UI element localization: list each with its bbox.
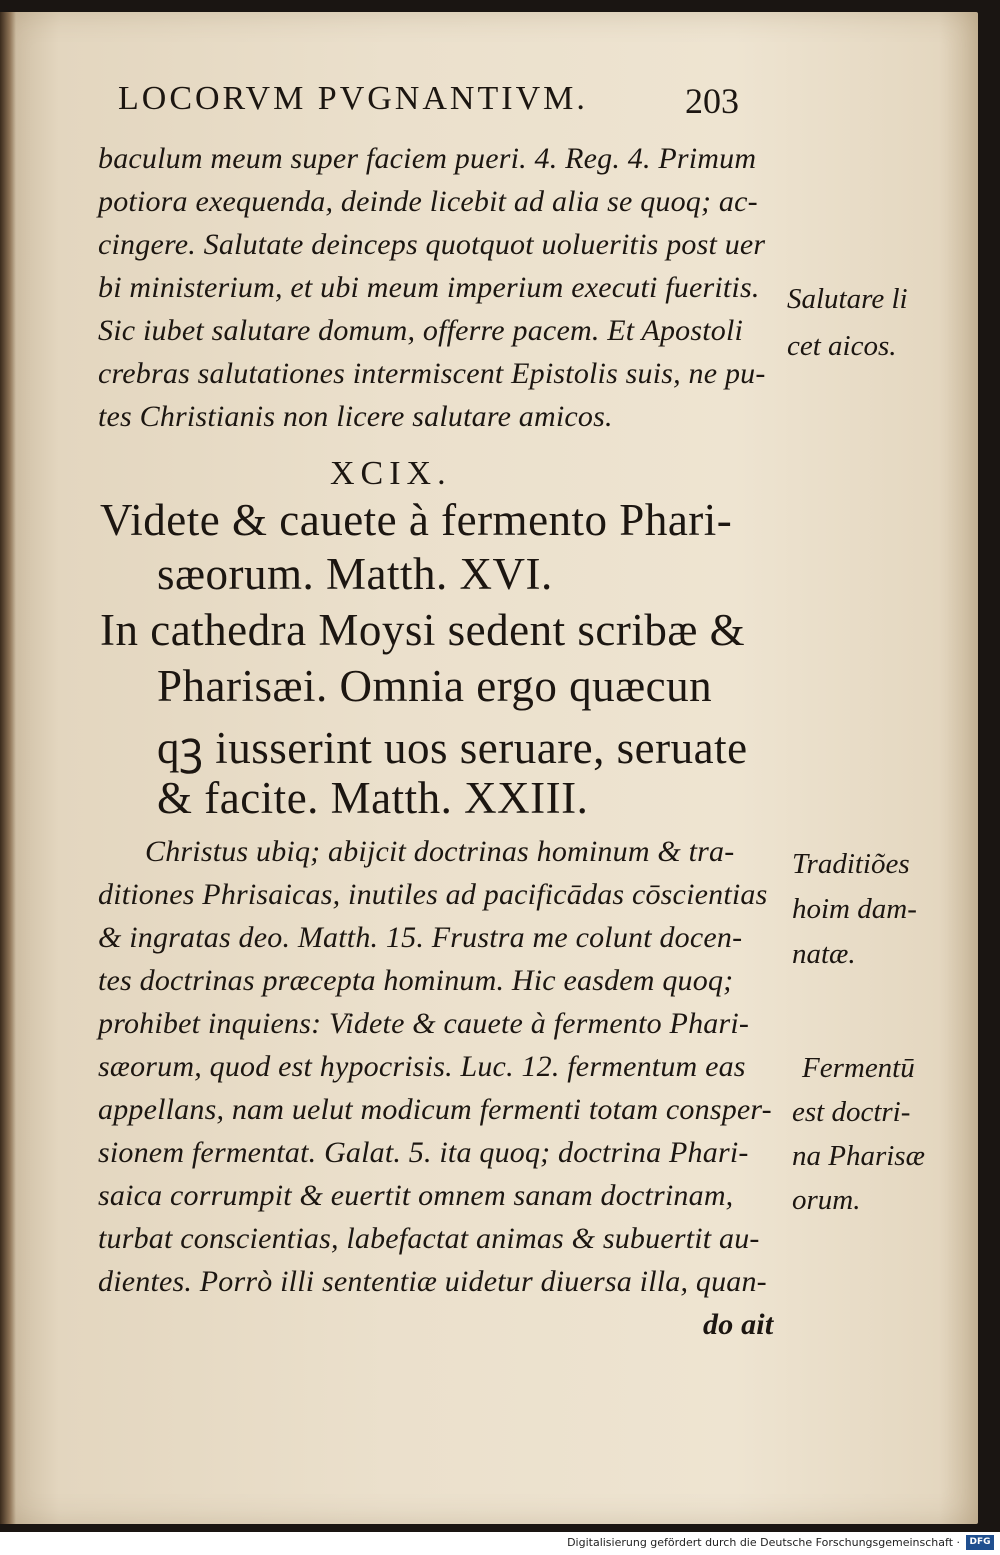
lower-paragraph-line: saica corrumpit & euertit omnem sanam doctrinam, bbox=[98, 1179, 734, 1212]
margin-note-line: est doctri- bbox=[792, 1096, 911, 1128]
heading-line: qꝫ iusserint uos seruare, seruate bbox=[157, 723, 748, 773]
margin-note-line: Traditiões bbox=[792, 848, 910, 880]
page-number: 203 bbox=[685, 81, 739, 121]
margin-note-line: Fermentū bbox=[802, 1052, 915, 1084]
funding-credit: Digitalisierung gefördert durch die Deutsche Forschungsgemeinschaft · bbox=[567, 1536, 960, 1549]
upper-paragraph-line: crebras salutationes intermiscent Epistolis suis, ne pu- bbox=[98, 357, 766, 390]
catchword: do ait bbox=[703, 1308, 774, 1341]
digitization-footer bbox=[0, 1532, 1000, 1555]
lower-paragraph-line: tes doctrinas præcepta hominum. Hic easdem quoq; bbox=[98, 964, 734, 997]
upper-paragraph-line: cingere. Salutate deinceps quotquot uolueritis post uer bbox=[98, 228, 766, 261]
heading-line: In cathedra Moysi sedent scribæ & bbox=[100, 605, 746, 655]
lower-paragraph-line: prohibet inquiens: Videte & cauete à fermento Phari- bbox=[98, 1007, 750, 1040]
book-spine-shadow bbox=[0, 12, 16, 1524]
upper-paragraph-line: Sic iubet salutare domum, offerre pacem. Et Apostoli bbox=[98, 314, 744, 347]
margin-note-line: cet aicos. bbox=[787, 330, 897, 362]
chapter-number: XCIX. bbox=[330, 455, 452, 492]
upper-paragraph-line: potiora exequenda, deinde licebit ad alia se quoq; ac- bbox=[98, 185, 758, 218]
lower-paragraph-line: turbat conscientias, labefactat animas & subuertit au- bbox=[98, 1222, 760, 1255]
margin-note-line: na Pharisæ bbox=[792, 1140, 925, 1172]
lower-paragraph-line: ditiones Phrisaicas, inutiles ad pacificādas cōscientias bbox=[98, 878, 768, 911]
lower-paragraph-line: dientes. Porrò illi sententiæ uidetur diuersa illa, quan- bbox=[98, 1265, 767, 1298]
margin-note-line: natæ. bbox=[792, 938, 856, 970]
running-title: LOCORVM PVGNANTIVM. bbox=[118, 80, 588, 117]
lower-paragraph-line: appellans, nam uelut modicum fermenti totam consper- bbox=[98, 1093, 772, 1126]
dfg-logo-icon: DFG bbox=[966, 1535, 994, 1550]
lower-paragraph-line: sionem fermentat. Galat. 5. ita quoq; doctrina Phari- bbox=[98, 1136, 749, 1169]
margin-note-line: orum. bbox=[792, 1184, 861, 1216]
lower-paragraph-line: sæorum, quod est hypocrisis. Luc. 12. fermentum eas bbox=[98, 1050, 746, 1083]
lower-paragraph-line: & ingratas deo. Matth. 15. Frustra me colunt docen- bbox=[98, 921, 743, 954]
heading-line: & facite. Matth. XXIII. bbox=[157, 773, 589, 823]
heading-line: Pharisæi. Omnia ergo quæcun bbox=[157, 661, 713, 711]
upper-paragraph-line: tes Christianis non licere salutare amicos. bbox=[98, 400, 613, 433]
heading-line: sæorum. Matth. XVI. bbox=[157, 549, 553, 599]
lower-paragraph-line: Christus ubiq; abijcit doctrinas hominum & tra- bbox=[145, 835, 735, 868]
upper-paragraph-line: bi ministerium, et ubi meum imperium executi fueritis. bbox=[98, 271, 760, 304]
heading-line: Videte & cauete à fermento Phari- bbox=[100, 495, 733, 545]
margin-note-line: Salutare li bbox=[787, 283, 908, 315]
margin-note-line: hoim dam- bbox=[792, 893, 917, 925]
upper-paragraph-line: baculum meum super faciem pueri. 4. Reg. 4. Primum bbox=[98, 142, 757, 175]
